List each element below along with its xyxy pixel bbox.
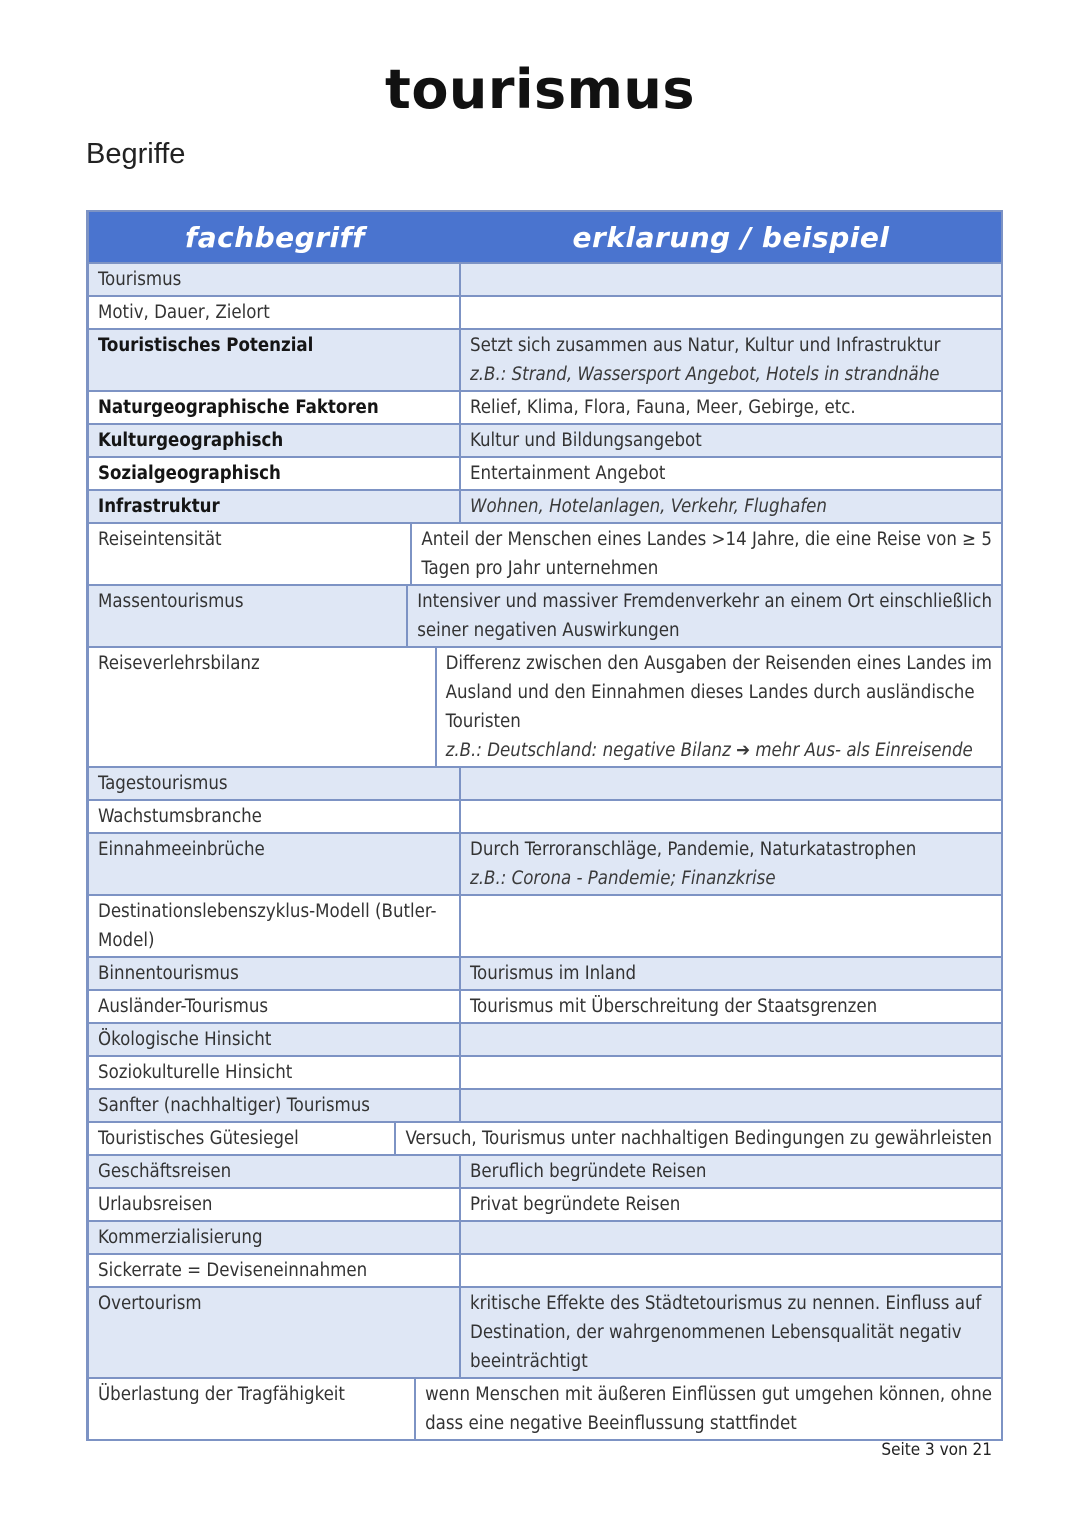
table-row (89, 1022, 1001, 1055)
definition-cell (461, 801, 1001, 832)
table-row (89, 1253, 1001, 1286)
example-line: z.B.: Strand, Wassersport Angebot, Hotels in strandnähe (470, 364, 940, 385)
definition-line: dass eine negative Beeinflussung stattfindet (425, 1413, 797, 1434)
definition-cell (461, 1288, 1001, 1377)
definition-line: Touristen (445, 711, 521, 732)
definition-cell (461, 425, 1001, 456)
definition-line: Beruflich begründete Reisen (470, 1161, 707, 1182)
term-cell: Sickerrate = Deviseneinnahmen (89, 1255, 461, 1286)
definition-cell (416, 1379, 1001, 1439)
section-heading: Begriffe (86, 138, 186, 170)
table-row (89, 489, 1001, 522)
definition-cell (461, 958, 1001, 989)
header-definition: erklarung / beispiel (572, 220, 890, 254)
definition-cell (437, 648, 1001, 766)
definition-line: Intensiver und massiver Fremdenverkehr an einem Ort einschließlich (417, 591, 992, 612)
table-body (89, 262, 1001, 1439)
definition-cell (461, 1057, 1001, 1088)
definition-line: wenn Menschen mit äußeren Einflüssen gut umgehen können, ohne (425, 1384, 992, 1405)
definition-cell (408, 586, 1001, 646)
term-cell: Sanfter (nachhaltiger) Tourismus (89, 1090, 461, 1121)
definition-cell (461, 1156, 1001, 1187)
definition-cell (461, 1222, 1001, 1253)
table-row (89, 390, 1001, 423)
term-cell: Geschäftsreisen (89, 1156, 461, 1187)
term-cell: Kulturgeographisch (89, 425, 461, 456)
definition-line: seiner negativen Auswirkungen (417, 620, 680, 641)
definition-cell (461, 1189, 1001, 1220)
definition-line: Setzt sich zusammen aus Natur, Kultur und Infrastruktur (470, 335, 941, 356)
term-cell: Soziokulturelle Hinsicht (89, 1057, 461, 1088)
definition-cell (461, 991, 1001, 1022)
definition-line: beeinträchtigt (470, 1351, 588, 1372)
table-row (89, 1286, 1001, 1377)
term-cell: Ökologische Hinsicht (89, 1024, 461, 1055)
definition-cell (461, 1090, 1001, 1121)
table-row (89, 1055, 1001, 1088)
table-row (89, 1088, 1001, 1121)
page-number: Seite 3 von 21 (881, 1440, 992, 1460)
definition-line: Durch Terroranschläge, Pandemie, Naturkatastrophen (470, 839, 917, 860)
table-row (89, 989, 1001, 1022)
definition-cell (461, 392, 1001, 423)
definition-line: Differenz zwischen den Ausgaben der Reisenden eines Landes im (445, 653, 992, 674)
term-cell: Ausländer-Tourismus (89, 991, 461, 1022)
definition-cell (461, 297, 1001, 328)
term-cell: Touristisches Potenzial (89, 330, 461, 390)
table-row (89, 1154, 1001, 1187)
definition-line: Entertainment Angebot (470, 463, 666, 484)
definition-cell (461, 1024, 1001, 1055)
term-cell: Sozialgeographisch (89, 458, 461, 489)
definition-line: Kultur und Bildungsangebot (470, 430, 702, 451)
term-cell: Destinationslebenszyklus-Modell (Butler-Model) (89, 896, 461, 956)
table-row (89, 295, 1001, 328)
term-cell: Kommerzialisierung (89, 1222, 461, 1253)
term-cell: Urlaubsreisen (89, 1189, 461, 1220)
table-row (89, 799, 1001, 832)
definition-cell (461, 330, 1001, 390)
definition-cell (396, 1123, 1001, 1154)
term-cell: Einnahmeeinbrüche (89, 834, 461, 894)
table-row (89, 522, 1001, 584)
table-row (89, 584, 1001, 646)
definition-line: Versuch, Tourismus unter nachhaltigen Bedingungen zu gewährleisten (405, 1128, 992, 1149)
table-header (89, 212, 1001, 262)
header-term: fachbegriff (185, 220, 365, 254)
table-row (89, 423, 1001, 456)
page-title: tourismus (385, 58, 695, 121)
definition-line: Privat begründete Reisen (470, 1194, 681, 1215)
definition-line: Tourismus mit Überschreitung der Staatsgrenzen (470, 996, 878, 1017)
term-cell: Reiseintensität (89, 524, 412, 584)
definition-line: Tagen pro Jahr unternehmen (421, 558, 659, 579)
definition-line: kritische Effekte des Städtetourismus zu nennen. Einfluss auf (470, 1293, 982, 1314)
table-row (89, 1121, 1001, 1154)
terms-table (86, 210, 1003, 1441)
term-cell: Overtourism (89, 1288, 461, 1377)
term-cell: Naturgeographische Faktoren (89, 392, 461, 423)
example-line: z.B.: Deutschland: negative Bilanz ➔ mehr Aus- als Einreisende (445, 740, 973, 761)
table-row (89, 832, 1001, 894)
table-row (89, 328, 1001, 390)
table-row (89, 956, 1001, 989)
definition-cell (461, 491, 1001, 522)
term-cell: Überlastung der Tragfähigkeit (89, 1379, 416, 1439)
term-cell: Wachstumsbranche (89, 801, 461, 832)
definition-line: Destination, der wahrgenommenen Lebensqualität negativ (470, 1322, 962, 1343)
term-cell: Touristisches Gütesiegel (89, 1123, 396, 1154)
table-row (89, 1187, 1001, 1220)
definition-cell (461, 834, 1001, 894)
example-line: z.B.: Corona - Pandemie; Finanzkrise (470, 868, 776, 889)
definition-cell (461, 1255, 1001, 1286)
definition-line: Tourismus im Inland (470, 963, 637, 984)
example-line: Wohnen, Hotelanlagen, Verkehr, Flughafen (470, 496, 827, 517)
term-cell: Motiv, Dauer, Zielort (89, 297, 461, 328)
table-row (89, 894, 1001, 956)
term-cell: Tourismus (89, 264, 461, 295)
term-cell: Binnentourismus (89, 958, 461, 989)
definition-line: Anteil der Menschen eines Landes >14 Jahre, die eine Reise von ≥ 5 (421, 529, 992, 550)
term-cell: Massentourismus (89, 586, 408, 646)
term-cell: Tagestourismus (89, 768, 461, 799)
table-row (89, 646, 1001, 766)
definition-cell (461, 768, 1001, 799)
table-row (89, 766, 1001, 799)
definition-cell (461, 264, 1001, 295)
table-row (89, 1377, 1001, 1439)
table-row (89, 262, 1001, 295)
table-row (89, 1220, 1001, 1253)
definition-line: Relief, Klima, Flora, Fauna, Meer, Gebirge, etc. (470, 397, 856, 418)
definition-cell (412, 524, 1001, 584)
term-cell: Infrastruktur (89, 491, 461, 522)
table-row (89, 456, 1001, 489)
definition-line: Ausland und den Einnahmen dieses Landes durch ausländische (445, 682, 975, 703)
term-cell: Reiseverlehrsbilanz (89, 648, 437, 766)
definition-cell (461, 896, 1001, 956)
definition-cell (461, 458, 1001, 489)
